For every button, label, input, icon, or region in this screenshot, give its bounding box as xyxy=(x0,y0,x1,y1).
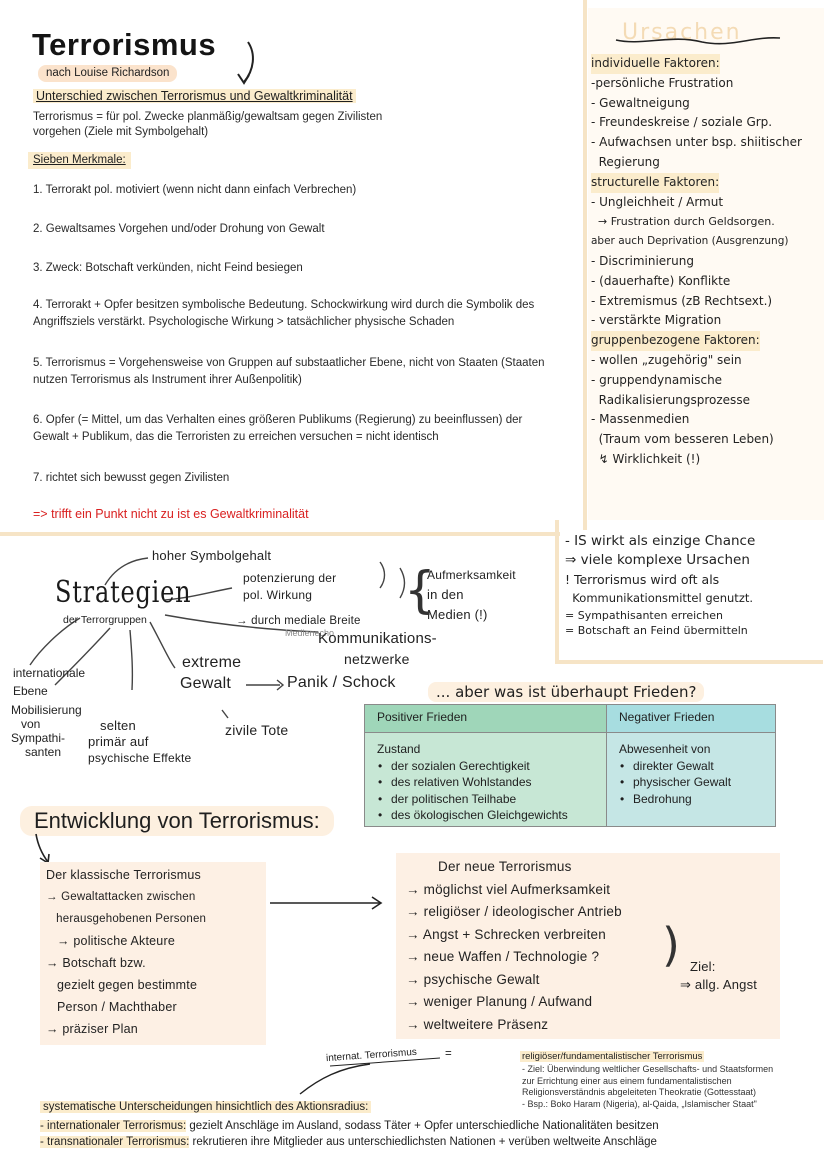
positive-header: Positiver Frieden xyxy=(365,705,607,733)
ursachen-line: - IS wirkt als einzige Chance xyxy=(565,533,756,549)
neu-ziel-2: ⇒ allg. Angst xyxy=(680,977,758,992)
list-item: • des relativen Wohlstandes xyxy=(377,774,594,791)
neu-line: → weniger Planung / Aufwand xyxy=(406,994,593,1009)
merkmal-6: 6. Opfer (= Mittel, um das Verhalten eines größeren Publikums (Regierung) zu beeinflussen) der Gewalt + Publikum, das die Terroristen zu erreichen versuchen = nicht identisch xyxy=(33,414,523,443)
page-subtitle: nach Louise Richardson xyxy=(38,65,177,82)
merkmal-3: 3. Zweck: Botschaft verkünden, nicht Feind besiegen xyxy=(33,262,303,274)
ursachen-line: = Sympathisanten erreichen xyxy=(565,609,723,622)
strategie-panik: Panik / Schock xyxy=(287,674,396,691)
strategien-title: Strategien xyxy=(55,575,192,610)
definition-line-1: Terrorismus = für pol. Zwecke planmäßig/gewaltsam gegen Zivilisten xyxy=(33,111,383,123)
ursachen-line: - Extremismus (zB Rechtsext.) xyxy=(591,293,773,308)
ursachen-line: - Ungleichheit / Armut xyxy=(591,194,724,209)
intl-text: gezielt Anschläge im Ausland, sodass Täter + Opfer unterschiedliche Nationalitäten besitzen xyxy=(186,1120,659,1132)
ursachen-list xyxy=(591,54,823,470)
merkmal-2: 2. Gewaltsames Vorgehen und/oder Drohung von Gewalt xyxy=(33,223,325,235)
ursachen-line: → Frustration durch Geldsorgen. xyxy=(591,215,775,229)
neu-bracket-icon: ) xyxy=(662,918,680,972)
ursachen-line: ! Terrorismus wird oft als xyxy=(565,572,720,587)
intl-label: - internationaler Terrorismus: xyxy=(40,1120,187,1132)
religious-title: religiöser/fundamentalistischer Terrorismus xyxy=(522,1051,703,1062)
aktionsradius-trans xyxy=(40,1134,657,1150)
entwicklung-heading: Entwicklung von Terrorismus: xyxy=(20,806,334,836)
ursachen-line: - Discriminierung xyxy=(591,253,694,268)
klassisch-list xyxy=(46,864,206,1040)
positive-lead: Zustand xyxy=(377,742,421,756)
internat-label: internat. Terrorismus xyxy=(325,1046,418,1065)
religious-line: Religionsverständnis abgeleiteten Theokratie (Gottesstaat) xyxy=(522,1087,756,1097)
ursachen-line: - gruppendynamische xyxy=(591,372,723,387)
ursachen-line: ↯ Wirklichkeit (!) xyxy=(591,451,701,466)
klassisch-line: → Gewaltattacken zwischen xyxy=(46,891,196,903)
neu-line: → möglichst viel Aufmerksamkeit xyxy=(406,881,611,897)
klassisch-title: Der klassische Terrorismus xyxy=(46,868,202,882)
strategie-potenz-1: potenzierung der xyxy=(243,571,337,585)
frieden-question: ... aber was ist überhaupt Frieden? xyxy=(428,682,704,702)
strategie-selten: selten primär auf psychische Effekte xyxy=(88,718,192,765)
divider-ursachen-bottom xyxy=(555,660,823,664)
neu-line: → weltweitere Präsenz xyxy=(406,1016,549,1032)
page-title: Terrorismus xyxy=(32,27,217,62)
ursachen-line: - Aufwachsen unter bsp. shiitischer xyxy=(591,135,802,150)
negative-lead: Abwesenheit von xyxy=(619,742,711,756)
ursachen-line: Radikalisierungsprozesse xyxy=(591,392,750,407)
list-item: • des ökologischen Gleichgewichts xyxy=(377,807,594,824)
neu-line: → Angst + Schrecken verbreiten xyxy=(406,926,606,942)
strategie-komm-2: netzwerke xyxy=(344,651,410,667)
ursachen-line: ⇒ viele komplexe Ursachen xyxy=(565,552,750,568)
strategie-gewalt-1: extreme xyxy=(182,654,242,671)
negative-header: Negativer Frieden xyxy=(607,705,776,733)
ursachen-line: - wollen „zugehörig" sein xyxy=(591,352,742,367)
positive-body xyxy=(365,733,607,827)
curved-arrow-icon xyxy=(232,40,262,86)
ursachen-line: = Botschaft an Feind übermitteln xyxy=(565,624,748,637)
list-item: • der sozialen Gerechtigkeit xyxy=(377,758,594,775)
divider-vertical-top xyxy=(583,0,587,530)
frieden-table xyxy=(364,704,776,827)
ursachen-line: gruppenbezogene Faktoren: xyxy=(591,331,760,351)
neu-title: Der neue Terrorismus xyxy=(438,859,572,874)
neu-line: → religiöser / ideologischer Antrieb xyxy=(406,904,622,919)
klassisch-line: → Botschaft bzw. xyxy=(46,956,146,970)
ursachen-line: - Freundeskreise / soziale Grp. xyxy=(591,115,773,130)
merkmal-4: 4. Terrorakt + Opfer besitzen symbolische Bedeutung. Schockwirkung wird durch die Symbolik des Angriffsziels verstärkt. Psychologische Wirkung > tatsächlicher physische Schaden xyxy=(33,299,535,328)
merkmal-5: 5. Terrorismus = Vorgehensweise von Gruppen auf substaatlicher Ebene, nicht von Staaten (Staaten nutzen Terrorismus als Instrument ihrer Außenpolitik) xyxy=(33,357,545,386)
strategie-aufm-2: in den xyxy=(427,587,464,602)
klassisch-line: → politische Akteure xyxy=(46,934,175,948)
ursachen-line: individuelle Faktoren: xyxy=(591,54,720,74)
religious-line: - Ziel: Überwindung weltlicher Gesellschafts- und Staatsformen xyxy=(522,1064,774,1074)
divider-horizontal-mid xyxy=(0,532,560,536)
aktionsradius-intl xyxy=(40,1118,659,1134)
ursachen-heading: Ursachen xyxy=(622,20,742,45)
ursachen-line: - (dauerhafte) Konflikte xyxy=(591,273,731,288)
definition-line-2: vorgehen (Ziele mit Symbolgehalt) xyxy=(33,126,209,138)
ursachen-line: - Gewaltneigung xyxy=(591,95,690,110)
merkmal-1: 1. Terrorakt pol. motiviert (wenn nicht dann einfach Verbrechen) xyxy=(33,184,357,196)
entwicklung-arrow-icon xyxy=(30,832,60,866)
ursachen-line: - verstärkte Migration xyxy=(591,313,722,328)
strategie-symbol: hoher Symbolgehalt xyxy=(152,548,272,563)
strategie-aufm-3: Medien (!) xyxy=(427,607,488,622)
strategie-aufm-1: Aufmerksamkeit xyxy=(427,568,516,582)
list-item: • direkter Gewalt xyxy=(619,758,763,775)
neu-ziel-1: Ziel: xyxy=(690,959,716,974)
strategie-zivile: zivile Tote xyxy=(225,722,289,738)
strategie-potenz-2: pol. Wirkung xyxy=(243,588,313,602)
ursachen-line: Kommunikationsmittel genutzt. xyxy=(565,591,754,605)
definition-heading: Unterschied zwischen Terrorismus und Gewaltkriminalität xyxy=(33,89,356,103)
neu-list xyxy=(406,856,622,1036)
negative-body xyxy=(607,733,776,827)
strategie-medial: → durch mediale Breite xyxy=(236,615,361,627)
strategie-intl: internationale Ebene xyxy=(13,666,86,698)
merkmal-7: 7. richtet sich bewusst gegen Zivilisten xyxy=(33,472,230,484)
list-item: • Bedrohung xyxy=(619,791,763,808)
religious-line: zur Errichtung einer aus einem fundamentalistischen xyxy=(522,1075,732,1086)
list-item: • physischer Gewalt xyxy=(619,774,763,791)
merkmale-heading: Sieben Merkmale: xyxy=(28,152,131,169)
ursachen-list-lower xyxy=(565,532,823,638)
neu-line: → neue Waffen / Technologie ? xyxy=(406,949,600,964)
ursachen-line: -persönliche Frustration xyxy=(591,75,734,90)
klassisch-line: herausgehobenen Personen xyxy=(46,913,207,925)
neu-line: → psychische Gewalt xyxy=(406,971,540,987)
strategien-subtitle: der Terrorgruppen xyxy=(63,614,147,626)
entwicklung-right-arrow-icon xyxy=(268,893,386,913)
ursachen-line: aber auch Deprivation (Ausgrenzung) xyxy=(591,235,789,248)
strategie-medienecho: Medienecho xyxy=(285,628,335,638)
bracket-icon: { xyxy=(404,561,436,619)
ursachen-line: (Traum vom besseren Leben) xyxy=(591,432,774,447)
klassisch-line: → präziser Plan xyxy=(46,1022,138,1036)
merkmale-conclusion: => trifft ein Punkt nicht zu ist es Gewaltkriminalität xyxy=(33,507,309,521)
ursachen-line: structurelle Faktoren: xyxy=(591,173,719,193)
internat-eq: = xyxy=(445,1048,452,1060)
aktionsradius-heading: systematische Unterscheidungen hinsichtlich des Aktionsradius: xyxy=(40,1101,371,1113)
ursachen-line: - Massenmedien xyxy=(591,412,690,427)
klassisch-line: Person / Machthaber xyxy=(46,1000,177,1014)
klassisch-line: gezielt gegen bestimmte xyxy=(46,978,198,992)
strategie-mobil: Mobilisierung von Sympathi- santen xyxy=(11,703,82,759)
strategie-komm-1: Kommunikations- xyxy=(318,630,437,647)
ursachen-line: Regierung xyxy=(591,154,660,169)
list-item: • der politischen Teilhabe xyxy=(377,791,594,808)
trans-text: rekrutieren ihre Mitglieder aus unterschiedlichsten Nationen + verüben weltweite Anschläge xyxy=(189,1136,657,1148)
strategie-gewalt-2: Gewalt xyxy=(180,675,231,692)
religious-lines xyxy=(522,1064,773,1110)
religious-line: - Bsp.: Boko Haram (Nigeria), al-Qaida, „Islamischer Staat" xyxy=(522,1098,757,1109)
ursachen-scribble-icon xyxy=(612,26,784,56)
trans-label: - transnationaler Terrorismus: xyxy=(40,1136,190,1148)
